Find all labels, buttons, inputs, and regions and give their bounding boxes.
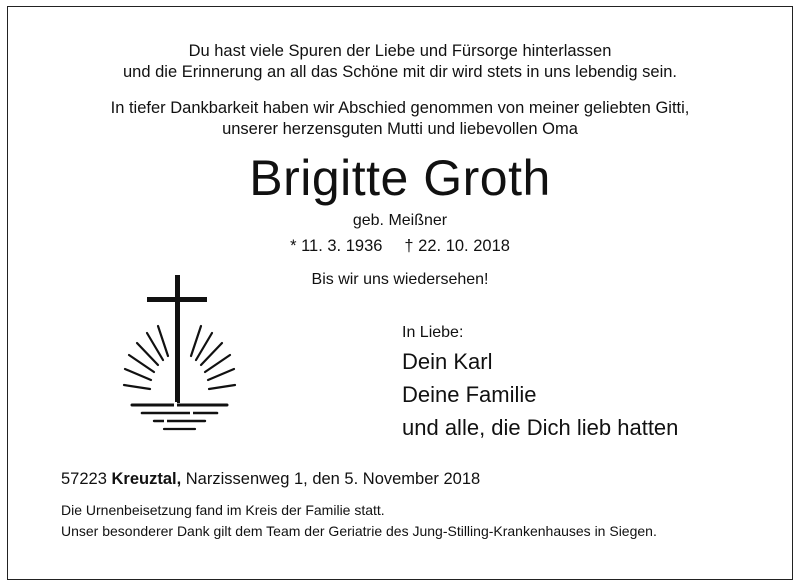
verse-1-line-2: und die Erinnerung an all das Schöne mit dir wird stets in uns lebendig sein. <box>123 63 677 81</box>
water-lines <box>132 405 227 429</box>
address-line <box>61 470 480 489</box>
verse-1 <box>0 41 800 83</box>
signers-intro: In Liebe: <box>402 324 464 341</box>
verse-2-line-1: In tiefer Dankbarkeit haben wir Abschied genommen von meiner geliebten Gitti, <box>110 99 690 117</box>
signer-line: Dein Karl <box>402 349 493 374</box>
birth-name: geb. Meißner <box>352 212 448 229</box>
death-date: † 22. 10. 2018 <box>404 237 510 255</box>
deceased-name: Brigitte Groth <box>249 150 551 206</box>
signer-line: und alle, die Dich lieb hatten <box>402 415 679 440</box>
address-rest: Narzissenweg 1, den 5. November 2018 <box>185 470 481 488</box>
birth-date: * 11. 3. 1936 <box>290 237 383 255</box>
signers-block <box>402 321 678 444</box>
note-line: Unser besonderer Dank gilt dem Team der Geriatrie des Jung-Stilling-Krankenhauses in Siegen. <box>61 523 657 539</box>
cross-sunrise-icon <box>112 272 247 437</box>
cross-horizontal <box>147 297 207 302</box>
life-dates <box>0 237 800 256</box>
farewell-text: Bis wir uns wiedersehen! <box>311 271 489 288</box>
verse-2-line-2: unserer herzensguten Mutti und liebevollen Oma <box>222 120 578 138</box>
verse-2 <box>0 98 800 140</box>
cross-vertical <box>175 275 180 403</box>
city: Kreuztal, <box>111 470 182 488</box>
notes <box>61 500 657 542</box>
verse-1-line-1: Du hast viele Spuren der Liebe und Fürsorge hinterlassen <box>188 42 612 60</box>
postcode: 57223 <box>61 470 107 488</box>
signer-line: Deine Familie <box>402 382 537 407</box>
note-line: Die Urnenbeisetzung fand im Kreis der Familie statt. <box>61 502 385 518</box>
